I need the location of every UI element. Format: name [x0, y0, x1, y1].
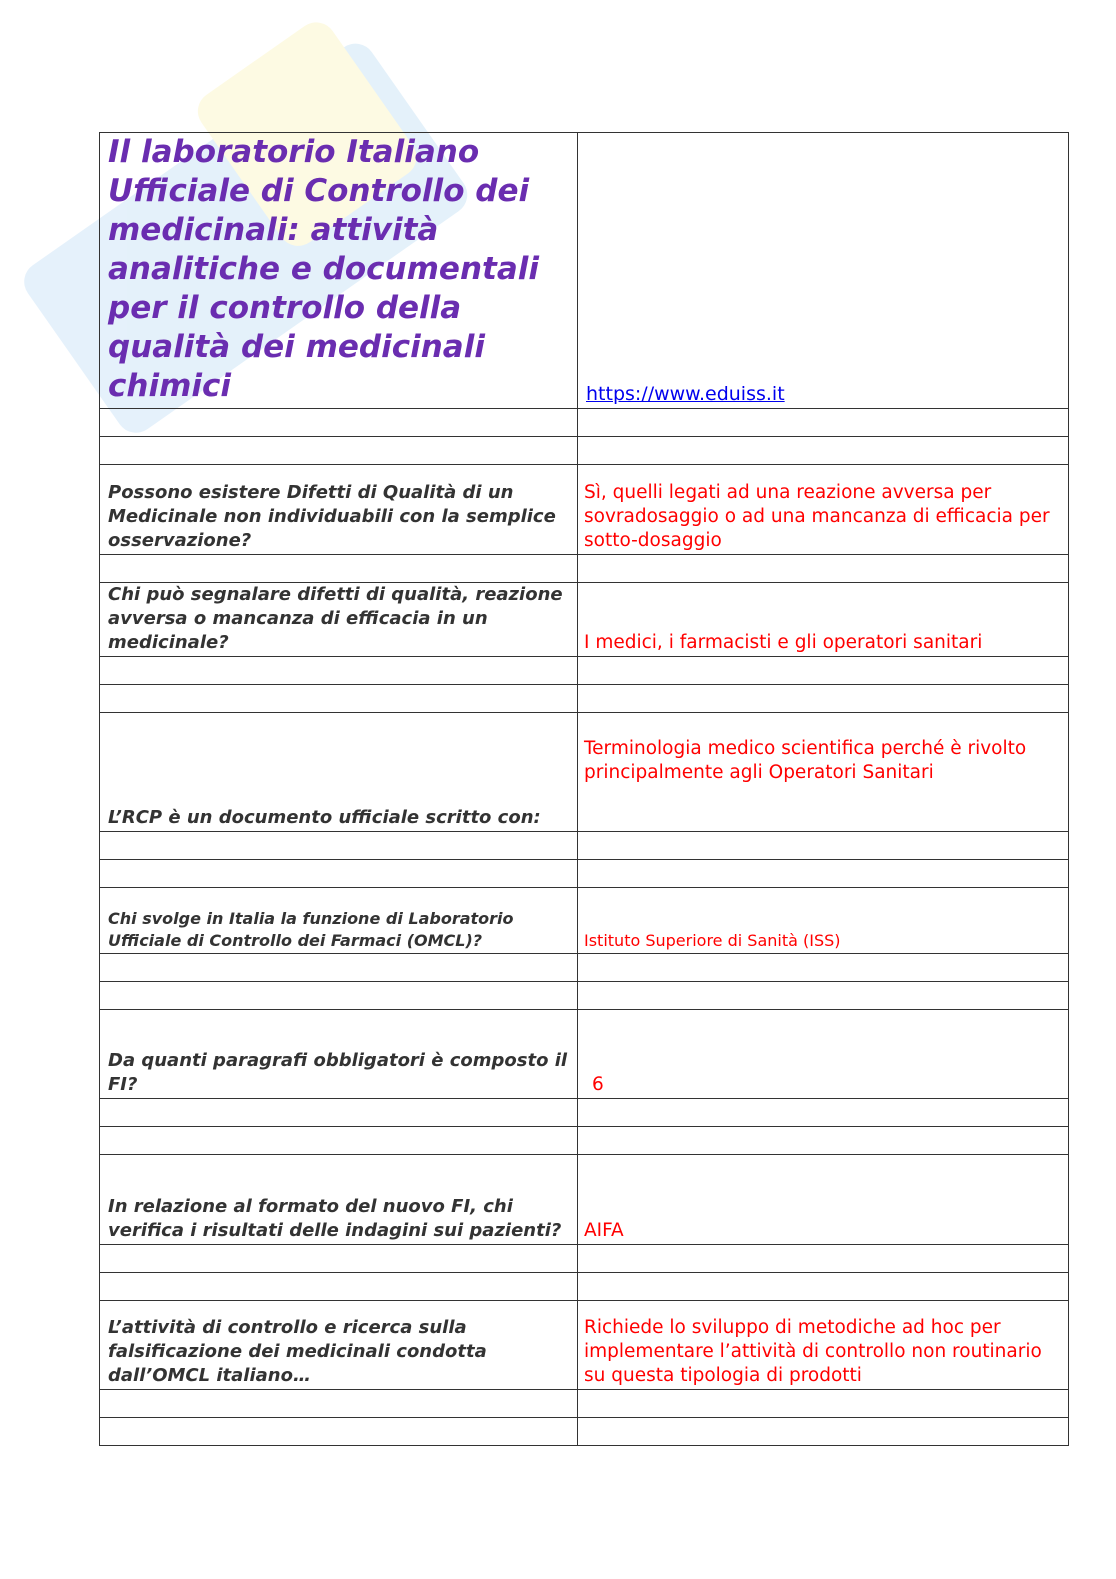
question: In relazione al formato del nuovo FI, chi verifica i risultati delle indagini sui pazienti?	[100, 1155, 578, 1245]
empty-cell	[100, 437, 578, 465]
answer: I medici, i farmacisti e gli operatori sanitari	[578, 583, 1069, 657]
table-row	[100, 1155, 1069, 1245]
table-row	[100, 465, 1069, 555]
question: L’RCP è un documento ufficiale scritto con:	[100, 713, 578, 832]
table-row	[100, 1010, 1069, 1099]
empty-cell	[578, 409, 1069, 437]
answer: AIFA	[578, 1155, 1069, 1245]
table-row	[100, 583, 1069, 657]
answer: Terminologia medico scientifica perché è rivolto principalmente agli Operatori Sanitari	[578, 713, 1069, 832]
document-title: Il laboratorio Italiano Ufficiale di Controllo dei medicinali: attività analitiche e documentali per il controllo della qualità dei medicinali chimici	[100, 133, 578, 409]
qa-table	[99, 132, 1069, 1446]
table-row	[100, 713, 1069, 832]
empty-cell	[100, 409, 578, 437]
table-row	[100, 888, 1069, 954]
question: L’attività di controllo e ricerca sulla falsificazione dei medicinali condotta dall’OMCL italiano…	[100, 1301, 578, 1390]
table-row	[100, 1301, 1069, 1390]
question: Possono esistere Difetti di Qualità di un Medicinale non individuabili con la semplice osservazione?	[100, 465, 578, 555]
answer: Istituto Superiore di Sanità (ISS)	[578, 888, 1069, 954]
question: Chi svolge in Italia la funzione di Laboratorio Ufficiale di Controllo dei Farmaci (OMCL)?	[100, 888, 578, 954]
eduiss-link[interactable]: https://www.eduiss.it	[586, 383, 785, 405]
answer: 6	[578, 1010, 1069, 1099]
answer: Richiede lo sviluppo di metodiche ad hoc per implementare l’attività di controllo non routinario su questa tipologia di prodotti	[578, 1301, 1069, 1390]
question: Da quanti paragrafi obbligatori è composto il FI?	[100, 1010, 578, 1099]
question: Chi può segnalare difetti di qualità, reazione avversa o mancanza di efficacia in un medicinale?	[100, 583, 578, 657]
empty-cell	[578, 437, 1069, 465]
answer: Sì, quelli legati ad una reazione avversa per sovradosaggio o ad una mancanza di efficacia per sotto-dosaggio	[578, 465, 1069, 555]
